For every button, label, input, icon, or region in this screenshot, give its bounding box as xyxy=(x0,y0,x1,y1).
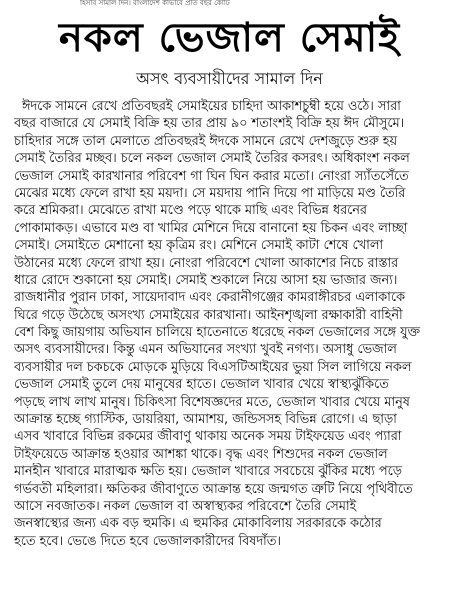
article-line: বেশ কিছু জায়গায় অভিযান চালিয়ে হাতেনাতে ধরেছে নকল ভেজালের সঙ্গে যুক্ত xyxy=(14,325,420,341)
article-line: মেঝের মধ্যে ফেলে রাখা হয় ময়দা। সে ময়দায় পানি দিয়ে পা মাড়িয়ে মণ্ড তৈরি xyxy=(14,185,406,201)
article-line: মানহীন খাবারে মারাত্মক ক্ষতি হয়। ভেজাল খাবারে সবচেয়ে ঝুঁকির মধ্যে পড়ে xyxy=(14,464,402,480)
article-line: গর্ভবতী মহিলারা। ক্ষতিকর জীবাণুতে আক্রান্ত হয়ে জন্মগত ত্রুটি নিয়ে পৃথিবীতে xyxy=(14,481,413,497)
article-line: উঠানের মধ্যে ফেলে রাখা হয়। নোংরা পরিবেশে খোলা আকাশের নিচে রাস্তার xyxy=(14,255,399,271)
article-line: ঈদকে সামনে রেখে প্রতিবছরই সেমাইয়ের চাহিদা আকাশচুম্বী হয়ে ওঠে। সারা xyxy=(22,99,401,114)
article-line: রাজধানীর পুরান ঢাকা, সায়েদাবাদ এবং কেরানীগঞ্জের কামরাঙ্গীরচর এলাকাকে xyxy=(14,290,405,306)
article-line: অসৎ ব্যবসায়ীদের। কিন্তু এমন অভিযানের সংখ্যা খুবই নগণ্য। অসাধু ভেজাল xyxy=(14,342,397,358)
article-line: ভেজাল সেমাই কারখানার পরিবেশ গা ঘিন ঘিন করার মতো। নোংরা স্যাঁতসেঁতে xyxy=(14,168,409,184)
article-line: হতে হবে। ভেঙে দিতে হবে ভেজালকারীদের বিষদাঁত। xyxy=(14,533,281,549)
article-line: ঘিরে গড়ে উঠেছে অসংখ্য সেমাইয়ের কারখানা। আইনশৃঙ্খলা রক্ষাকারী বাহিনী xyxy=(14,307,403,323)
article-line: আসে নবজাতক। নকল ভেজাল বা অস্বাস্থ্যকর পরিবেশে তৈরি সেমাই xyxy=(14,498,357,514)
article-line: পোকামাকড়। এভাবে মণ্ড বা খামির মেশিনে দিয়ে বানানো হয় চিকন এবং লাচ্ছা xyxy=(14,220,408,236)
article-line: ভেজাল সেমাই তুলে দেয় মানুষের হাতে। ভেজাল খাবার খেয়ে স্বাস্থ্যঝুঁকিতে xyxy=(14,377,389,393)
article-line: ব্যবসায়ীর দল চকচকে মোড়কে মুড়িয়ে বিএসটিআইয়ের ভুয়া সিল লাগিয়ে নকল xyxy=(14,359,412,375)
cropped-previous-text: হিসাব সামাল দিন। বাংলাদেশ কীভাবে প্রতি বছর কোটি xyxy=(80,0,230,6)
subheadline: অসৎ ব্যবসায়ীদের সামাল দিন xyxy=(136,69,323,88)
article-line: আক্রান্ত হচ্ছে গ্যাস্টিক, ডায়রিয়া, আমাশয়, জন্ডিসসহ বিভিন্ন রোগে। এ ছাড়া xyxy=(14,412,397,428)
article-line: জনস্বাস্থ্যের জন্য এক বড় হুমকি। এ হুমকির মোকাবিলায় সরকারকে কঠোর xyxy=(14,516,382,532)
article-line: ধারে রোদে শুকানো হয় সেমাই। সেমাই শুকালে নিয়ে আসা হয় ভাজার জন্য। xyxy=(14,272,398,288)
article-line: টাইফয়েডে আক্রান্ত হওয়ার আশঙ্কা থাকে। বৃদ্ধ এবং শিশুদের নকল ভেজাল xyxy=(14,446,388,462)
headline: নকল ভেজাল সেমাই xyxy=(58,15,400,61)
article-line: বছর বাজারে যে সেমাই বিক্রি হয় তার প্রায় ৯০ শতাংশই বিক্রি হয় ঈদ মৌসুমে। xyxy=(14,116,405,132)
article-body xyxy=(14,98,450,588)
article-line: পড়ছে লাখ লাখ মানুষ। চিকিৎসা বিশেষজ্ঞদের মতে, ভেজাল খাবার খেয়ে মানুষ xyxy=(14,394,410,410)
article-line: চাহিদার সঙ্গে তাল মেলাতে প্রতিবছরই ঈদকে সামনে রেখে দেশজুড়ে শুরু হয় xyxy=(14,133,398,149)
article-line: সেমাই। সেমাইতে মেশানো হয় কৃত্রিম রং। মেশিনে সেমাই কাটা শেষে খোলা xyxy=(14,238,384,254)
article-line: এসব খাবারে বিভিন্ন রকমের জীবাণু থাকায় অনেক সময় টাইফয়েড এবং প্যারা xyxy=(14,429,402,445)
article-line: সেমাই তৈরির মচ্ছব। চলে নকল ভেজাল সেমাই তৈরির কসরৎ। অধিকাংশ নকল xyxy=(14,151,410,167)
article-line: করে শ্রমিকরা। মেঝেতে রাখা মণ্ডে পড়ে থাকে মাছি এবং বিভিন্ন ধরনের xyxy=(14,203,367,219)
